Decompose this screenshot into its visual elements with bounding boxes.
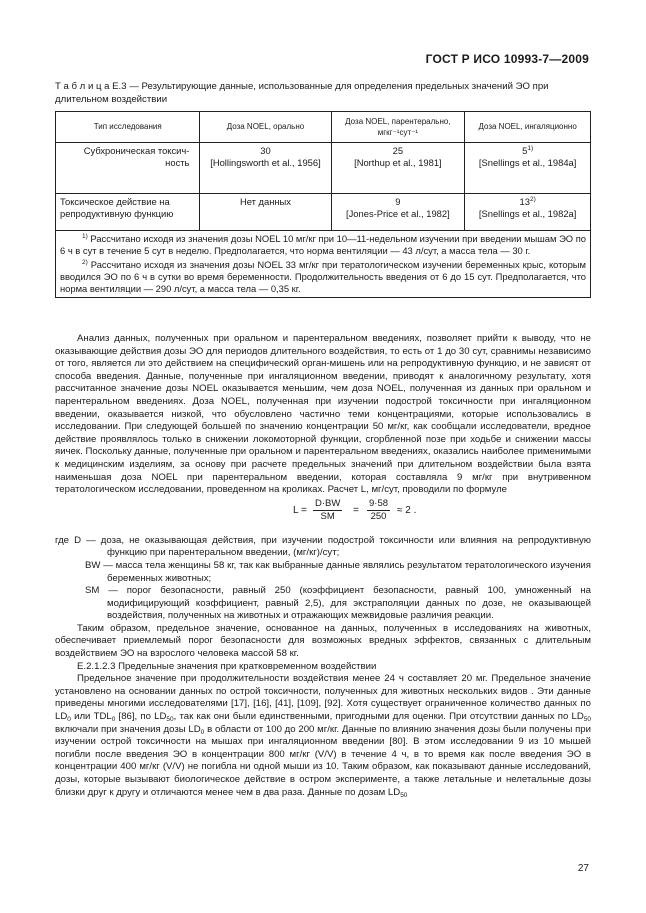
header-parenteral: Доза NOEL, парентерально, мгкг⁻¹сут⁻¹: [331, 112, 465, 143]
table-caption-label: Т а б л и ц а Е.3: [55, 81, 127, 92]
cell-inhalation: [465, 143, 591, 194]
oral-value: Нет данных: [239, 196, 291, 207]
footnote-mark: 1): [527, 145, 534, 152]
parenteral-value: 9: [395, 196, 401, 207]
oral-value: 30: [260, 145, 271, 156]
footnotes-cell: [56, 231, 591, 298]
definition-term: SM —: [85, 585, 118, 597]
study-type-text: Субхроническая токсич-ность: [83, 145, 190, 168]
formula-definitions: [55, 535, 591, 623]
inhalation-ref: [Snellings et al., 1984a]: [478, 156, 577, 168]
cell-inhalation: [465, 194, 591, 231]
table-caption-text: — Результирующие данные, использованные для определения предельных значений ЭО при длительном воздействии: [55, 81, 549, 105]
cell-oral: [200, 143, 331, 194]
definition-text: доза, не оказывающая действия, при изучении подострой токсичности или влияния на репродуктивную функцию при парентеральном введении, (мг/кг)/сут;: [95, 534, 592, 559]
definition-text: масса тела женщины 58 кг, так как выбранные данные являлись результатом тератологического изучения беременных животных;: [107, 559, 591, 584]
cell-oral: [200, 194, 331, 231]
footnote: [60, 259, 586, 295]
paragraph: Анализ данных, полученных при оральном и парентеральном введениях, позволяет прийти к выводу, что не оказывающие действия дозы ЭО для периодов длительного воздействия, то есть от 1 до 30 сут, сравнимы независимо от того, является ли это действием на специфический орган-мишень или на репродуктивную функцию, и не зависят от способа введения. Данные, полученные при ингаляционном введении, приводят к аналогичному результату, хотя рассчитанное значение дозы NOEL оказывается меньшим, чем доза NOEL, полученная из данных при оральном и парентеральном введениях. Доза NOEL, полученная при изучении подострой токсичности при ингаляционном введении, оказывается низкой, что обусловлено частично теми концентрациями, которые использовались в исследовании. При следующей большей по значению концентрации 50 мг/кг, как сообщали исследователи, вредное действие проявлялось только в снижении локомоторной функции, сгорбленной позе при ходьбе и снижении массы яичек. Поскольку данные, полученные при оральном и парентеральном введениях, оказались наиболее применимыми к медицинским изделиям, за основу при расчете предельных значений при длительном воздействии была взята наименьшая доза NOEL при парентеральном введении, которая составляла 9 мг/кг при внутривенном тератологическом исследовании, проведенном на кроликах. Расчет L, мг/сут, проводили по формуле: [55, 333, 591, 496]
definition-term: где D —: [55, 534, 96, 546]
inhalation-value: 5: [522, 145, 528, 156]
parenteral-value: 25: [392, 145, 404, 156]
footnote-mark: 1): [82, 233, 88, 240]
formula-fraction: [367, 498, 390, 524]
header-oral: Доза NOEL, орально: [200, 112, 331, 143]
formula-denominator: 250: [370, 511, 387, 523]
definition-term: BW —: [85, 559, 113, 571]
table-footnotes-row: [56, 231, 591, 298]
table-row: [56, 143, 591, 194]
table-row: [56, 194, 591, 231]
definition: [55, 585, 591, 623]
paragraph: Предельное значение при продолжительности воздействия менее 24 ч составляет 20 мг. Предельное значение установлено на основании данных по острой токсичности, полученных для животных нескольких видов . Эти данные приведены многими исследователями [17], [16], [41], [109], [92]. Хотя существует ограниченное количество данных по $LD_0$ или $TDL_0$ [86], по $LD_{50}$, так как они были единственными, пригодными для оценки. При отсутствии данных по $LD_{50}$ включали при значения дозы $LD_0$ в области от 100 до 200 мг/кг. Данные по влиянию значения дозы были получены при изучении острой токсичности на мышах при ингаляционном введении [80]. В этом исследовании 9 из 10 мышей погибли после введения ЭО в концентрации 800 мг/кг (V/V) в течение 4 ч, в то время как после введения ЭО в концентрации 400 мг/кг (V/V) не погибла ни одной мыши из 10. Таким образом, как показывают данные исследований, дозы, которые вызывают биологическое действие в остром эксперименте, а также летальные и нелетальные дозы близки друг к другу и отличаются менее чем в два раза. Данные по дозам $LD_{50}$: [55, 673, 592, 799]
results-table: [55, 111, 591, 298]
definition-text: порог безопасности, равный 250 (коэффициент безопасности, равный 100, умноженный на модифицирующий коэффициент, равный 2,5), для экстраполяции данных по дозе, не оказывающей воздействия, полученных на животных и отражающих межвидовые различия реакции.: [107, 585, 591, 622]
definition: [55, 560, 591, 585]
formula-lhs: L =: [293, 504, 307, 516]
footnote-text: Рассчитано исходя из значения дозы NOEL 10 мг/кг при 10—11-недельном изучении при введении мышам ЭО по 6 ч в сут в течение 5 сут в неделю. Предполагается, что норма вентиляции — 43 л/сут, а масса тела — 30 г.: [60, 233, 586, 256]
page-number: 27: [577, 863, 589, 874]
formula: [55, 497, 591, 535]
formula-result: ≈ 2 .: [397, 504, 417, 516]
parenteral-ref: [Jones-Price et al., 1982]: [346, 207, 450, 219]
footnote: [60, 233, 586, 257]
paragraph: Таким образом, предельное значение, основанное на данных, полученных в исследованиях на животных, обеспечивает приемлемый порог безопасности для возможных вредных эффектов, связанных с длительным воздействием ЭО на взрослого человека массой 58 кг.: [55, 622, 591, 660]
body-text: [55, 333, 591, 799]
inhalation-value: 13: [519, 196, 530, 207]
header-inhalation: Доза NOEL, ингаляционно: [465, 112, 591, 143]
inhalation-ref: [Snellings et al., 1982a]: [478, 207, 577, 219]
cell-parenteral: [331, 143, 465, 194]
formula-numerator: D·BW: [313, 498, 342, 512]
footnote-mark: 2): [529, 196, 536, 203]
formula-equals: =: [353, 504, 359, 516]
footnote-mark: 2): [82, 259, 88, 266]
document-header: ГОСТ Р ИСО 10993-7—2009: [425, 52, 589, 66]
table-header-row: [56, 112, 591, 143]
formula-numerator: 9·58: [367, 498, 390, 512]
cell-study-type: [56, 143, 200, 194]
footnote-text: Рассчитано исходя из значения дозы NOEL 33 мг/кг при тератологическом изучении беременных крыс, которым вводился ЭО по 6 ч в сутки во время беременности. Продолжительность введения от 6 до 15 сут. Предполагается, что норма вентиляции — 290 л/сут, а масса тела — 0,35 кг.: [60, 259, 586, 294]
table-caption: [55, 80, 591, 106]
formula-denominator: SM: [320, 511, 335, 523]
section-heading: Е.2.1.2.3 Предельные значения при кратковременном воздействии: [77, 660, 377, 672]
oral-ref: [Hollingsworth et al., 1956]: [210, 156, 321, 168]
cell-parenteral: [331, 194, 465, 231]
parenteral-ref: [Northup et al., 1981]: [354, 156, 442, 168]
definition: [55, 535, 591, 560]
header-study-type: Тип исследования: [56, 112, 200, 143]
formula-fraction: [313, 498, 342, 524]
cell-study-type: Токсическое действие на репродуктивную функцию: [56, 194, 200, 231]
